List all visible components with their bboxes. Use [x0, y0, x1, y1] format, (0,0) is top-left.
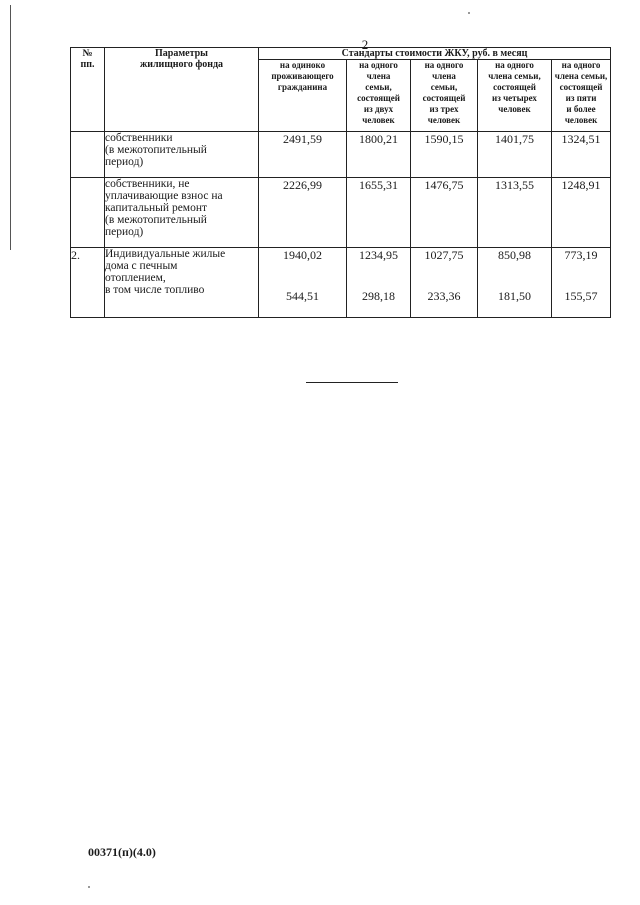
header-col-3: на одного члена семьи, состоящей из трех человек [411, 60, 478, 132]
end-separator-line [306, 382, 398, 383]
header-col-5: на одного члена семьи, состоящей из пяти и более человек [552, 60, 611, 132]
header-num: № пп. [71, 48, 105, 132]
row-value: 1234,95 [359, 248, 398, 262]
row-value: 1324,51 [552, 132, 611, 178]
row-num: 2. [71, 248, 105, 318]
row-value: 1401,75 [478, 132, 552, 178]
row-value: 2491,59 [259, 132, 347, 178]
row-value: 1027,75 [424, 248, 464, 262]
header-row-top [71, 48, 611, 60]
row-num [71, 132, 105, 178]
scan-edge-line [10, 5, 11, 250]
row-value: 1476,75 [411, 178, 478, 248]
page-number: 2 [361, 37, 369, 52]
row-param: собственники (в межотопительный период) [105, 132, 259, 178]
row-value: 850,98 [498, 248, 531, 262]
row-values [347, 248, 411, 318]
row-value: 1940,02 [283, 248, 322, 262]
scan-speck [468, 12, 470, 14]
row-value-fuel: 298,18 [362, 289, 395, 303]
scan-speck [88, 886, 90, 888]
row-value: 1800,21 [347, 132, 411, 178]
row-value: 2226,99 [259, 178, 347, 248]
row-value: 1313,55 [478, 178, 552, 248]
table-row [71, 132, 611, 178]
row-value-fuel: 155,57 [564, 289, 598, 303]
row-value: 773,19 [564, 248, 598, 262]
footer-document-code: 00371(п)(4.0) [88, 845, 156, 859]
table-row [71, 248, 611, 318]
row-param: Индивидуальные жилые дома с печным отоплением, в том числе топливо [105, 248, 259, 318]
row-num [71, 178, 105, 248]
row-value-fuel: 181,50 [498, 289, 531, 303]
row-values [411, 248, 478, 318]
header-col-1: на одиноко проживающего гражданина [259, 60, 347, 132]
row-value: 1655,31 [347, 178, 411, 248]
row-value-fuel: 544,51 [286, 289, 319, 303]
row-value: 1248,91 [552, 178, 611, 248]
header-col-4: на одного члена семьи, состоящей из четырех человек [478, 60, 552, 132]
row-value: 1590,15 [411, 132, 478, 178]
header-col-2: на одного члена семьи, состоящей из двух человек [347, 60, 411, 132]
row-values [478, 248, 552, 318]
header-group: Стандарты стоимости ЖКУ, руб. в месяц [259, 48, 611, 60]
row-param: собственники, не уплачивающие взнос на капитальный ремонт (в межотопительный период) [105, 178, 259, 248]
header-params: Параметры жилищного фонда [105, 48, 259, 132]
table-row [71, 178, 611, 248]
cost-standards-table [70, 47, 611, 318]
row-values [259, 248, 347, 318]
row-values [552, 248, 611, 318]
row-value-fuel: 233,36 [427, 289, 461, 303]
